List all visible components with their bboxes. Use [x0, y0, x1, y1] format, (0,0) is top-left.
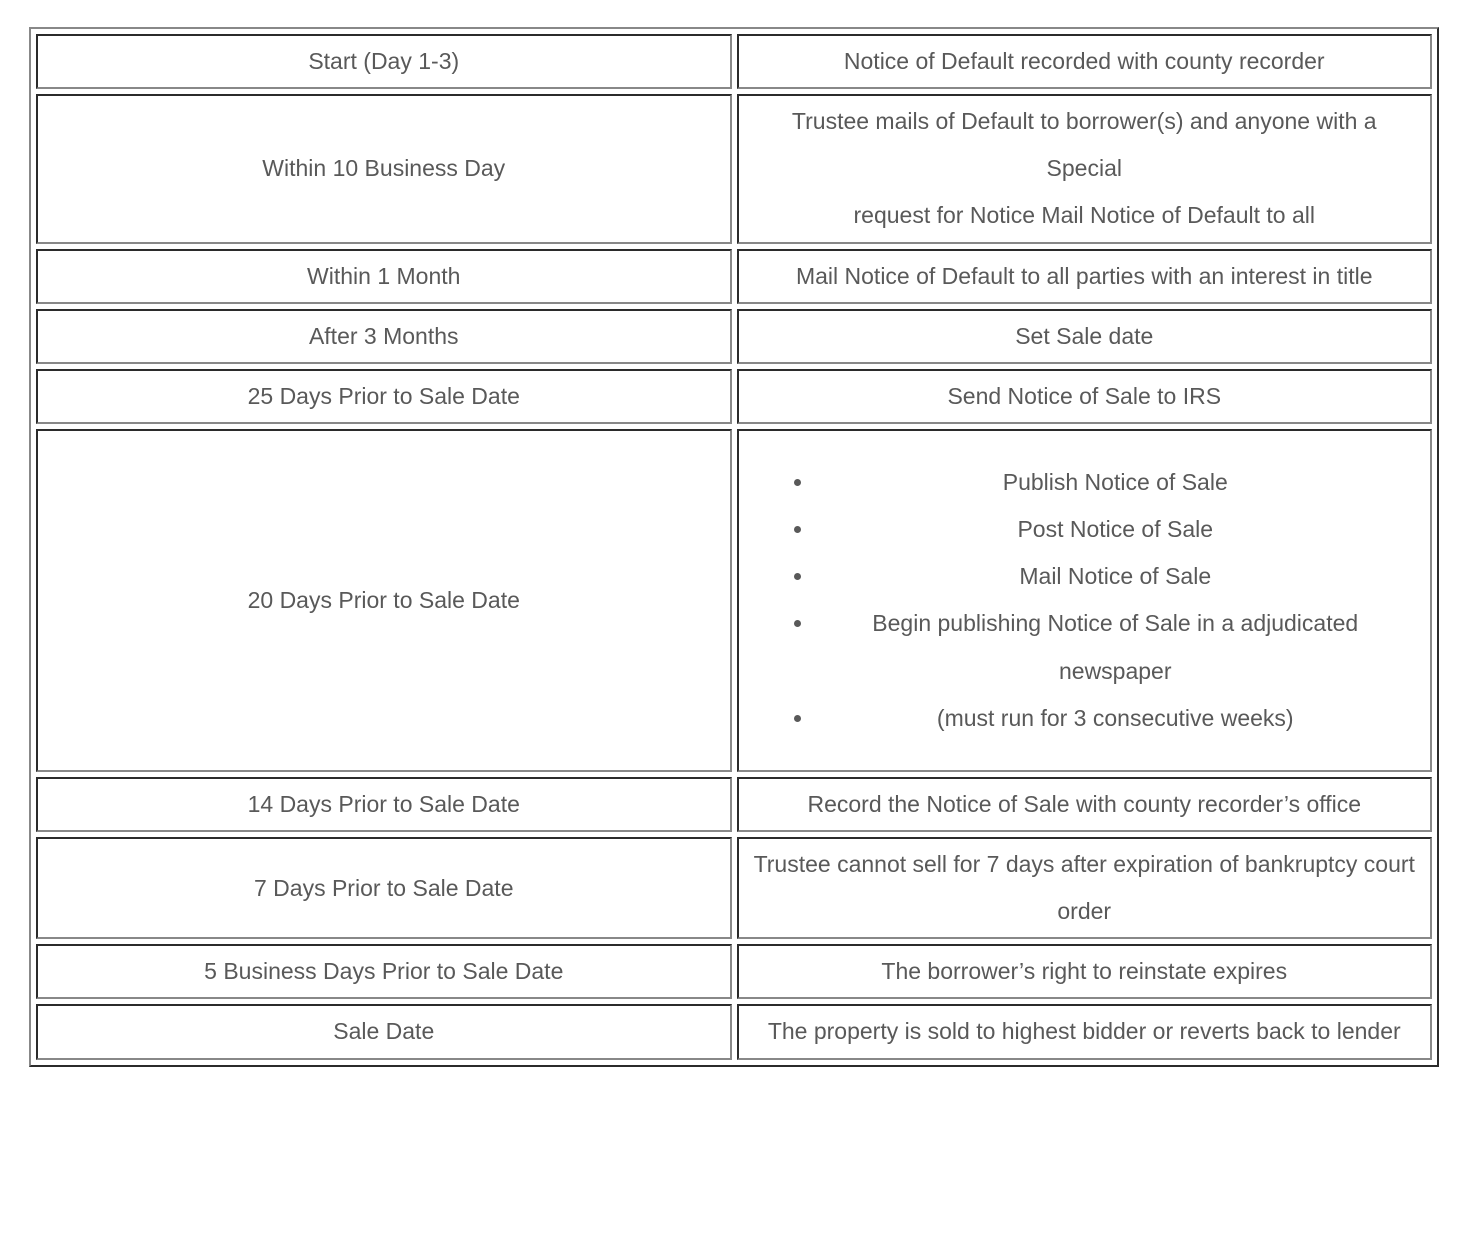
action-text-line: Send Notice of Sale to IRS	[947, 382, 1222, 409]
action-text-line: The borrower’s right to reinstate expires	[881, 958, 1288, 985]
bullet-item: • Mail Notice of Sale	[815, 553, 1417, 600]
timeline-action-cell	[737, 309, 1433, 364]
action-text-line: Mail Notice of Default to all parties with an interest in title	[795, 262, 1373, 289]
action-bullet-list	[753, 459, 1417, 742]
table-body	[36, 34, 1432, 1060]
table-row	[36, 777, 1432, 832]
timeline-action-cell	[737, 34, 1433, 89]
timeline-stage-cell: Within 10 Business Day	[36, 94, 732, 243]
table-row	[36, 249, 1432, 304]
timeline-stage-cell: Within 1 Month	[36, 249, 732, 304]
action-text-line: Notice of Default recorded with county recorder	[843, 48, 1325, 74]
timeline-stage-cell: 25 Days Prior to Sale Date	[36, 369, 732, 424]
action-text-line: Trustee mails of Default to borrower(s) and anyone with a Special	[791, 108, 1377, 182]
timeline-action-cell	[737, 777, 1433, 832]
table-row	[36, 837, 1432, 939]
timeline-stage-cell: Start (Day 1-3)	[36, 34, 732, 89]
foreclosure-timeline-table	[29, 27, 1439, 1067]
bullet-item: • Publish Notice of Sale	[815, 459, 1417, 506]
timeline-stage-cell: 20 Days Prior to Sale Date	[36, 429, 732, 772]
bullet-item: • (must run for 3 consecutive weeks)	[815, 695, 1417, 742]
timeline-stage-cell: Sale Date	[36, 1004, 732, 1059]
timeline-stage-cell: 5 Business Days Prior to Sale Date	[36, 944, 732, 999]
action-text-line: Set Sale date	[1015, 322, 1154, 349]
timeline-action-cell	[737, 1004, 1433, 1059]
timeline-action-cell	[737, 944, 1433, 999]
bullet-item: • Begin publishing Notice of Sale in a adjudicated newspaper	[815, 600, 1417, 694]
table-row	[36, 34, 1432, 89]
table-row	[36, 94, 1432, 243]
action-text-line: The property is sold to highest bidder or reverts back to lender	[767, 1018, 1401, 1045]
timeline-stage-cell: 14 Days Prior to Sale Date	[36, 777, 732, 832]
bullet-item: • Post Notice of Sale	[815, 506, 1417, 553]
timeline-action-cell	[737, 94, 1433, 243]
table-row	[36, 309, 1432, 364]
action-text-line: Record the Notice of Sale with county recorder’s office	[807, 790, 1362, 817]
timeline-action-cell	[737, 249, 1433, 304]
timeline-action-cell	[737, 369, 1433, 424]
table-row	[36, 369, 1432, 424]
table-row	[36, 1004, 1432, 1059]
table-row	[36, 429, 1432, 772]
table-row	[36, 944, 1432, 999]
action-text-line: Trustee cannot sell for 7 days after expiration of bankruptcy court order	[753, 850, 1415, 925]
timeline-stage-cell: 7 Days Prior to Sale Date	[36, 837, 732, 939]
timeline-action-cell	[737, 429, 1433, 772]
timeline-action-cell	[737, 837, 1433, 939]
timeline-stage-cell: After 3 Months	[36, 309, 732, 364]
action-text-line: request for Notice Mail Notice of Default to all	[853, 202, 1315, 229]
